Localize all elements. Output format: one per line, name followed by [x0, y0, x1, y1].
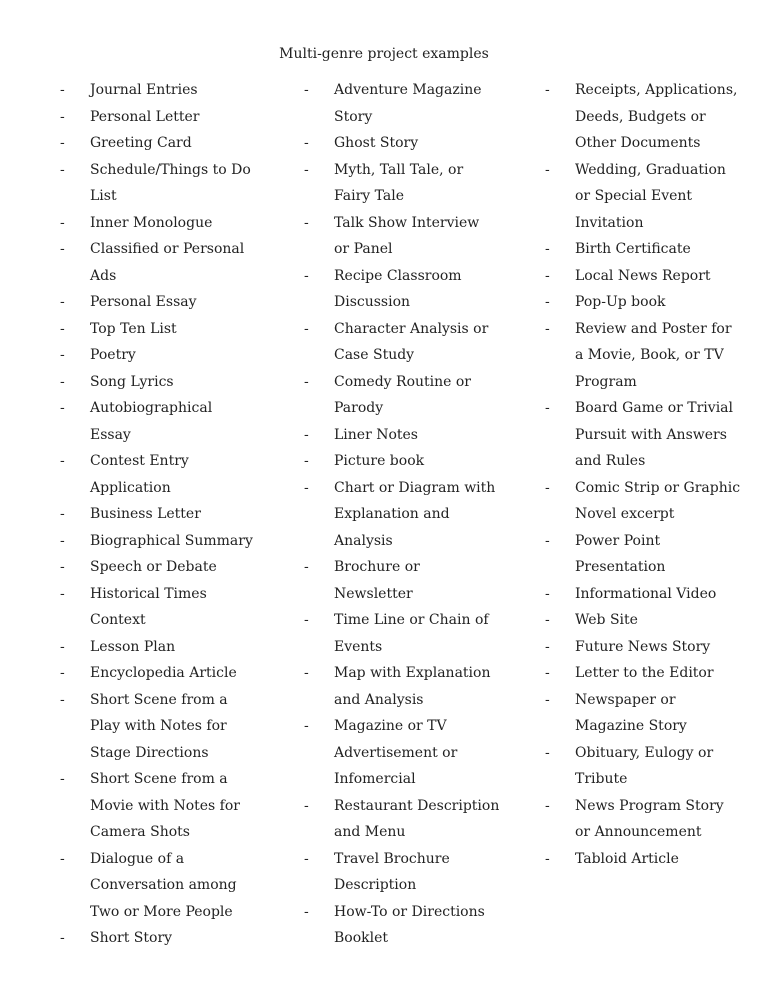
bullet-dash: - [304, 373, 309, 390]
bullet-dash: - [545, 691, 550, 708]
column-3 [545, 77, 745, 872]
list-item [60, 157, 260, 210]
list-item [60, 77, 260, 104]
bullet-dash: - [304, 797, 309, 814]
list-item-text: Wedding, Graduation or Special Event Invitation [575, 161, 726, 231]
list-item [60, 316, 260, 343]
bullet-dash: - [60, 161, 65, 178]
bullet-dash: - [545, 665, 550, 681]
bullet-dash: - [60, 532, 65, 549]
list-item-text: Birth Certificate [575, 241, 691, 257]
list-item [545, 528, 745, 581]
list-item [304, 210, 504, 263]
bullet-dash: - [60, 294, 65, 310]
list-item [60, 236, 260, 289]
list-item-text: Personal Letter [90, 108, 200, 125]
list-item [545, 846, 745, 873]
list-item [60, 687, 260, 767]
list-item-text: Board Game or Trivial Pursuit with Answers and Rules [575, 400, 733, 469]
bullet-dash: - [60, 691, 65, 708]
list-item-text: Local News Report [575, 267, 711, 284]
list-item [60, 634, 260, 661]
bullet-dash: - [304, 135, 309, 151]
list-item-text: Liner Notes [334, 426, 418, 443]
list-item-text: Schedule/Things to Do List [90, 161, 251, 204]
list-item [60, 130, 260, 157]
list-item-text: Greeting Card [90, 135, 192, 151]
list-item [545, 634, 745, 661]
bullet-dash: - [545, 400, 550, 416]
list-item-text: Magazine or TV Advertisement or Infomercial [334, 718, 458, 787]
list-item-text: Historical Times Context [90, 585, 207, 628]
bullet-dash: - [545, 850, 550, 867]
list-item [545, 77, 745, 157]
list-item [304, 157, 504, 210]
list-item-text: Web Site [575, 612, 638, 628]
list-item-text: Future News Story [575, 638, 711, 655]
list-item-text: Dialogue of a Conversation among Two or More People [90, 850, 237, 920]
list-item [545, 475, 745, 528]
list-item [545, 289, 745, 316]
list-item [304, 554, 504, 607]
list-item-text: Recipe Classroom Discussion [334, 267, 462, 310]
list-item [545, 395, 745, 475]
list-item [60, 925, 260, 952]
list-item-text: Encyclopedia Article [90, 665, 237, 681]
bullet-dash: - [304, 850, 309, 867]
list-item [60, 660, 260, 687]
list-item [304, 448, 504, 475]
list-item-text: Personal Essay [90, 294, 197, 310]
bullet-dash: - [545, 532, 550, 549]
bullet-dash: - [545, 320, 550, 337]
list-item [60, 210, 260, 237]
list-item-text: Restaurant Description and Menu [334, 797, 500, 840]
bullet-dash: - [304, 82, 309, 98]
list-item [545, 316, 745, 396]
bullet-dash: - [545, 479, 550, 496]
column-1 [60, 77, 260, 952]
list-item-text: Comic Strip or Graphic Novel excerpt [575, 479, 741, 522]
list-item [545, 581, 745, 608]
list-item [304, 475, 504, 555]
list-item-text: Myth, Tall Tale, or Fairy Tale [334, 161, 464, 204]
bullet-dash: - [60, 82, 65, 98]
list-item [304, 660, 504, 713]
bullet-dash: - [60, 453, 65, 469]
bullet-dash: - [545, 638, 550, 655]
bullet-dash: - [304, 214, 309, 231]
bullet-dash: - [304, 903, 309, 920]
list-item-text: Power Point Presentation [575, 532, 666, 575]
list-item [60, 501, 260, 528]
list-item-text: Top Ten List [90, 320, 177, 337]
list-item [304, 263, 504, 316]
list-item [60, 528, 260, 555]
bullet-dash: - [545, 612, 550, 628]
list-item-text: Inner Monologue [90, 214, 213, 231]
list-item [545, 263, 745, 290]
list-item-text: Short Story [90, 930, 173, 946]
bullet-dash: - [304, 718, 309, 734]
bullet-dash: - [60, 347, 65, 363]
list-item-text: Biographical Summary [90, 532, 253, 549]
list-item-text: Journal Entries [90, 82, 198, 98]
list-item [60, 766, 260, 846]
list-item [304, 422, 504, 449]
list-item-text: Travel Brochure Description [334, 850, 450, 893]
bullet-dash: - [545, 241, 550, 257]
list-item-text: Comedy Routine or Parody [334, 373, 471, 416]
bullet-dash: - [60, 638, 65, 655]
list-item [545, 157, 745, 237]
list-item [304, 316, 504, 369]
list-item-text: Short Scene from a Movie with Notes for Camera Shots [90, 771, 240, 840]
bullet-dash: - [60, 373, 65, 390]
list-item-text: Autobiographical Essay [90, 400, 213, 443]
list-item-text: Obituary, Eulogy or Tribute [575, 744, 714, 787]
list-item-text: Brochure or Newsletter [334, 559, 420, 602]
bullet-dash: - [60, 771, 65, 787]
list-item [304, 793, 504, 846]
list-item [304, 369, 504, 422]
list-item-text: Ghost Story [334, 135, 419, 151]
bullet-dash: - [60, 585, 65, 602]
list-item [60, 581, 260, 634]
bullet-dash: - [304, 426, 309, 443]
list-item [545, 607, 745, 634]
bullet-dash: - [60, 108, 65, 125]
list-item [304, 77, 504, 130]
list-item [545, 660, 745, 687]
bullet-dash: - [60, 400, 65, 416]
bullet-dash: - [60, 506, 65, 522]
bullet-dash: - [545, 585, 550, 602]
list-item-text: Classified or Personal Ads [90, 241, 245, 284]
bullet-dash: - [304, 320, 309, 337]
bullet-dash: - [545, 797, 550, 814]
bullet-dash: - [60, 241, 65, 257]
list-item [545, 236, 745, 263]
list-item-text: How-To or Directions Booklet [334, 903, 485, 946]
list-item-text: News Program Story or Announcement [575, 797, 724, 840]
list-item [60, 554, 260, 581]
list-item-text: Pop-Up book [575, 294, 666, 310]
list-item-text: Contest Entry Application [90, 453, 189, 496]
bullet-dash: - [60, 930, 65, 946]
list-item-text: Receipts, Applications, Deeds, Budgets or Other Documents [575, 82, 738, 151]
page-title: Multi-genre project examples [279, 46, 489, 62]
bullet-dash: - [545, 294, 550, 310]
bullet-dash: - [545, 267, 550, 284]
bullet-dash: - [60, 320, 65, 337]
bullet-dash: - [304, 559, 309, 575]
list-item [60, 342, 260, 369]
list-item [60, 104, 260, 131]
list-item-text: Poetry [90, 347, 136, 363]
list-item-text: Character Analysis or Case Study [334, 320, 489, 363]
bullet-dash: - [60, 135, 65, 151]
bullet-dash: - [304, 665, 309, 681]
bullet-dash: - [304, 479, 309, 496]
list-item-text: Talk Show Interview or Panel [334, 214, 480, 257]
list-item-text: Time Line or Chain of Events [334, 612, 489, 655]
bullet-dash: - [545, 161, 550, 178]
list-item [60, 395, 260, 448]
bullet-dash: - [304, 612, 309, 628]
list-item [304, 130, 504, 157]
list-item-text: Tabloid Article [575, 850, 679, 867]
list-item [545, 740, 745, 793]
bullet-dash: - [545, 744, 550, 761]
bullet-dash: - [60, 559, 65, 575]
list-item-text: Chart or Diagram with Explanation and Analysis [334, 479, 496, 549]
column-2 [304, 77, 504, 952]
list-item-text: Song Lyrics [90, 373, 174, 390]
bullet-dash: - [304, 453, 309, 469]
list-item [304, 899, 504, 952]
list-item-text: Business Letter [90, 506, 201, 522]
list-item [545, 793, 745, 846]
list-item [60, 289, 260, 316]
list-item-text: Speech or Debate [90, 559, 217, 575]
list-item-text: Review and Poster for a Movie, Book, or TV Program [575, 320, 732, 390]
list-item [60, 846, 260, 926]
list-item-text: Letter to the Editor [575, 665, 714, 681]
bullet-dash: - [60, 214, 65, 231]
bullet-dash: - [304, 267, 309, 284]
bullet-dash: - [545, 82, 550, 98]
list-item [60, 369, 260, 396]
bullet-dash: - [60, 665, 65, 681]
list-item [304, 607, 504, 660]
list-item [304, 846, 504, 899]
list-item-text: Newspaper or Magazine Story [575, 691, 687, 734]
list-item-text: Lesson Plan [90, 638, 176, 655]
list-item [304, 713, 504, 793]
list-item-text: Picture book [334, 453, 425, 469]
bullet-dash: - [60, 850, 65, 867]
list-item-text: Map with Explanation and Analysis [334, 665, 491, 708]
list-item-text: Adventure Magazine Story [334, 82, 482, 125]
list-item-text: Informational Video [575, 585, 717, 602]
list-item [545, 687, 745, 740]
bullet-dash: - [304, 161, 309, 178]
list-item-text: Short Scene from a Play with Notes for Stage Directions [90, 691, 228, 761]
list-item [60, 448, 260, 501]
